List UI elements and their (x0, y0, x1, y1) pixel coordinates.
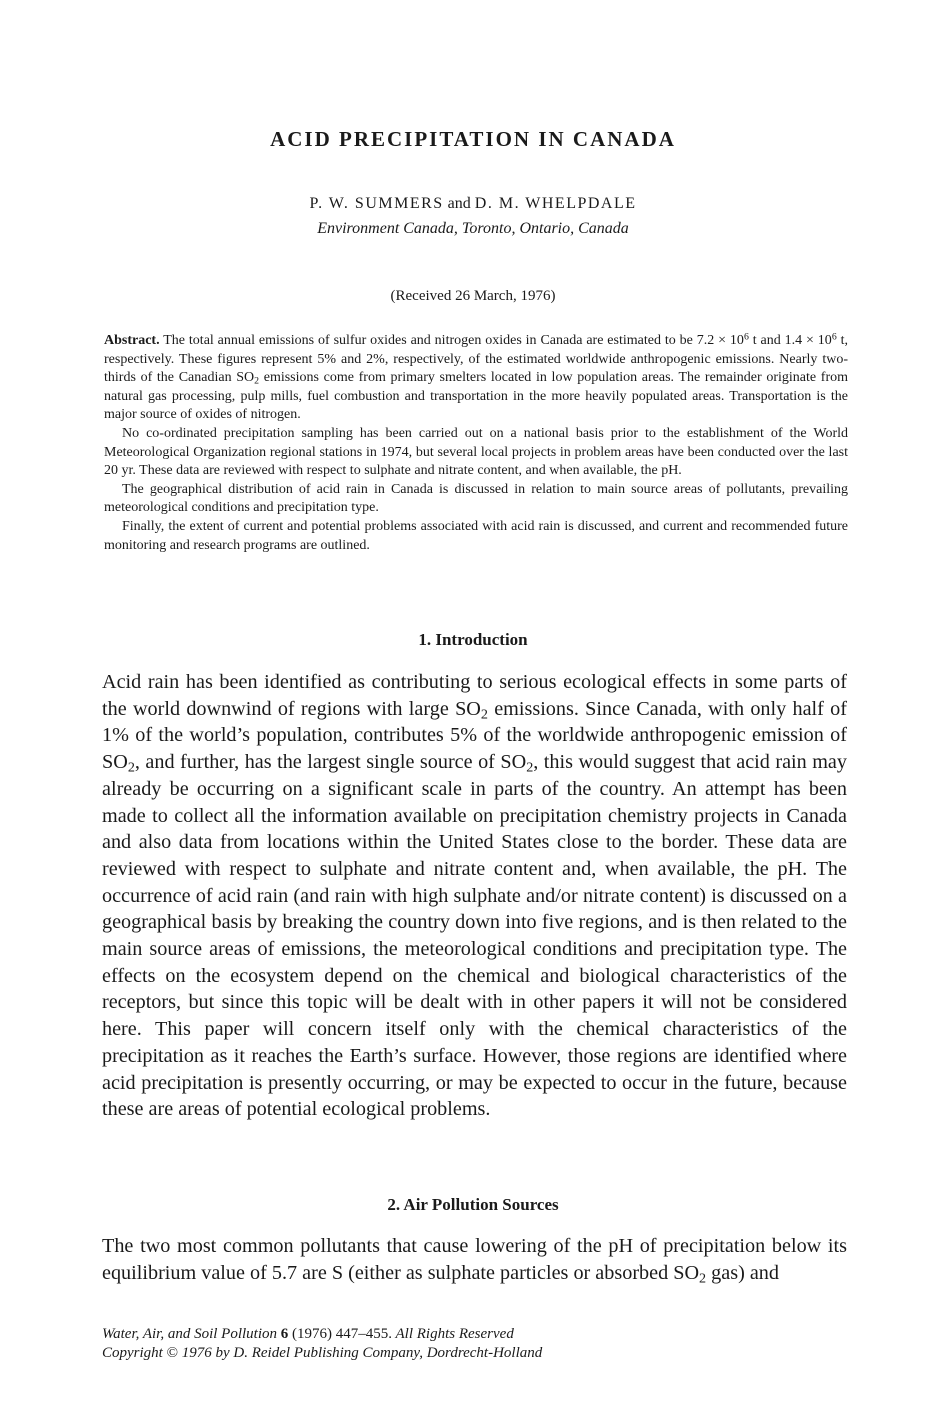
affiliation: Environment Canada, Toronto, Ontario, Canada (317, 220, 629, 237)
section-heading: 1. Introduction (418, 630, 528, 649)
body-text: gas) and (706, 1261, 779, 1284)
body-paragraph (102, 669, 847, 1123)
copyright-text: 1976 by D. Reidel Publishing Company, Dordrecht-Holland (181, 1345, 543, 1361)
author-line (0, 195, 946, 213)
section-body (102, 1233, 847, 1286)
body-text: The two most common pollutants that cause lowering of the pH of precipitation below its equilibrium value of 5.7 are S (either as sulphate particles or absorbed SO (102, 1235, 847, 1284)
author-joiner: and (447, 195, 471, 212)
citation-line (102, 1325, 802, 1344)
body-text: , this would suggest that acid rain may already be occurring on a significant scale in parts of the country. An attempt has been made to collect all the information available on precipitation chemistry projects in Canada and also data from locations within the United States close to the border. These data are reviewed with respect to sulphate and nitrate content and, when available, the pH. The occurrence of acid rain (and rain with high sulphate and/or nitrate content) is discussed on a geographical basis by breaking the country down into five regions, and is then related to the main source areas of emissions, the meteorological conditions and precipitation type. The effects on the ecosystem depend on the chemical and biological characteristics of the receptors, but since this topic will be dealt with in other papers it will not be considered here. This paper will concern itself only with the chemical characteristics of the precipitation as it reaches the Earth’s surface. However, those regions are identified where acid precipitation is presently occurring, or may be expected to occur in the future, because these are areas of potential ecological problems. (102, 751, 847, 1121)
volume-number: 6 (280, 1326, 289, 1342)
subscript: 2 (254, 375, 260, 387)
copyright-line (102, 1344, 802, 1363)
copyright-word: Copyright (102, 1345, 163, 1361)
abstract-text: t and 1.4 × 10 (748, 333, 832, 348)
superscript: 6 (831, 331, 837, 343)
body-text: Acid rain has been identified as contributing to serious ecological effects in some parts of the world downwind of regions with large SO (102, 671, 847, 720)
body-text: , and further, has the largest single source of SO (134, 751, 527, 774)
author-name: P. W. SUMMERS (309, 195, 444, 212)
received-date: (Received 26 March, 1976) (390, 288, 556, 304)
journal-name: Water, Air, and Soil Pollution (102, 1326, 278, 1342)
abstract-text: The total annual emissions of sulfur oxides and nitrogen oxides in Canada are estimated to be 7.2 × 10 (163, 333, 744, 348)
abstract-paragraph: No co-ordinated precipitation sampling has been carried out on a national basis prior to the establishment of the World Meteorological Organization regional stations in 1974, but several local projects in problem areas have been conducted over the last 20 yr. These data are reviewed with respect to sulphate and nitrate content, and when available, the pH. (104, 425, 848, 479)
body-paragraph (102, 1233, 847, 1286)
abstract-text: emissions come from primary smelters located in low population areas. The remainder originate from natural gas processing, pulp mills, fuel combustion and transportation in the more heavily populated areas. Transportation is the major source of oxides of nitrogen. (104, 370, 848, 423)
footer (102, 1325, 802, 1363)
section-body (102, 669, 847, 1123)
subscript: 2 (699, 1270, 707, 1287)
article-title: ACID PRECIPITATION IN CANADA (270, 127, 676, 151)
abstract-paragraph (104, 332, 848, 425)
copyright-symbol: © (166, 1345, 178, 1361)
abstract-label: Abstract. (104, 333, 160, 348)
subscript: 2 (127, 759, 135, 776)
section-heading: 2. Air Pollution Sources (387, 1195, 559, 1214)
subscript: 2 (480, 706, 488, 723)
citation-details: (1976) 447–455. (292, 1326, 393, 1342)
superscript: 6 (743, 331, 749, 343)
abstract (104, 332, 848, 555)
abstract-paragraph: The geographical distribution of acid rain in Canada is discussed in relation to main source areas of pollutants, prevailing meteorological conditions and precipitation type. (104, 481, 848, 516)
author-name: D. M. WHELPDALE (474, 195, 637, 212)
subscript: 2 (526, 759, 534, 776)
abstract-text: t, respectively. These figures represent 5% and 2%, respectively, of the estimated worldwide anthropogenic emissions. Nearly two-thirds of the Canadian SO (104, 333, 849, 386)
body-text: emissions. Since Canada, with only half of 1% of the world’s population, contributes 5% of the worldwide anthropogenic emission of SO (102, 697, 847, 774)
abstract-paragraph: Finally, the extent of current and potential problems associated with acid rain is discussed, and current and recommended future monitoring and research programs are outlined. (104, 518, 848, 553)
rights-statement: All Rights Reserved (395, 1326, 514, 1342)
